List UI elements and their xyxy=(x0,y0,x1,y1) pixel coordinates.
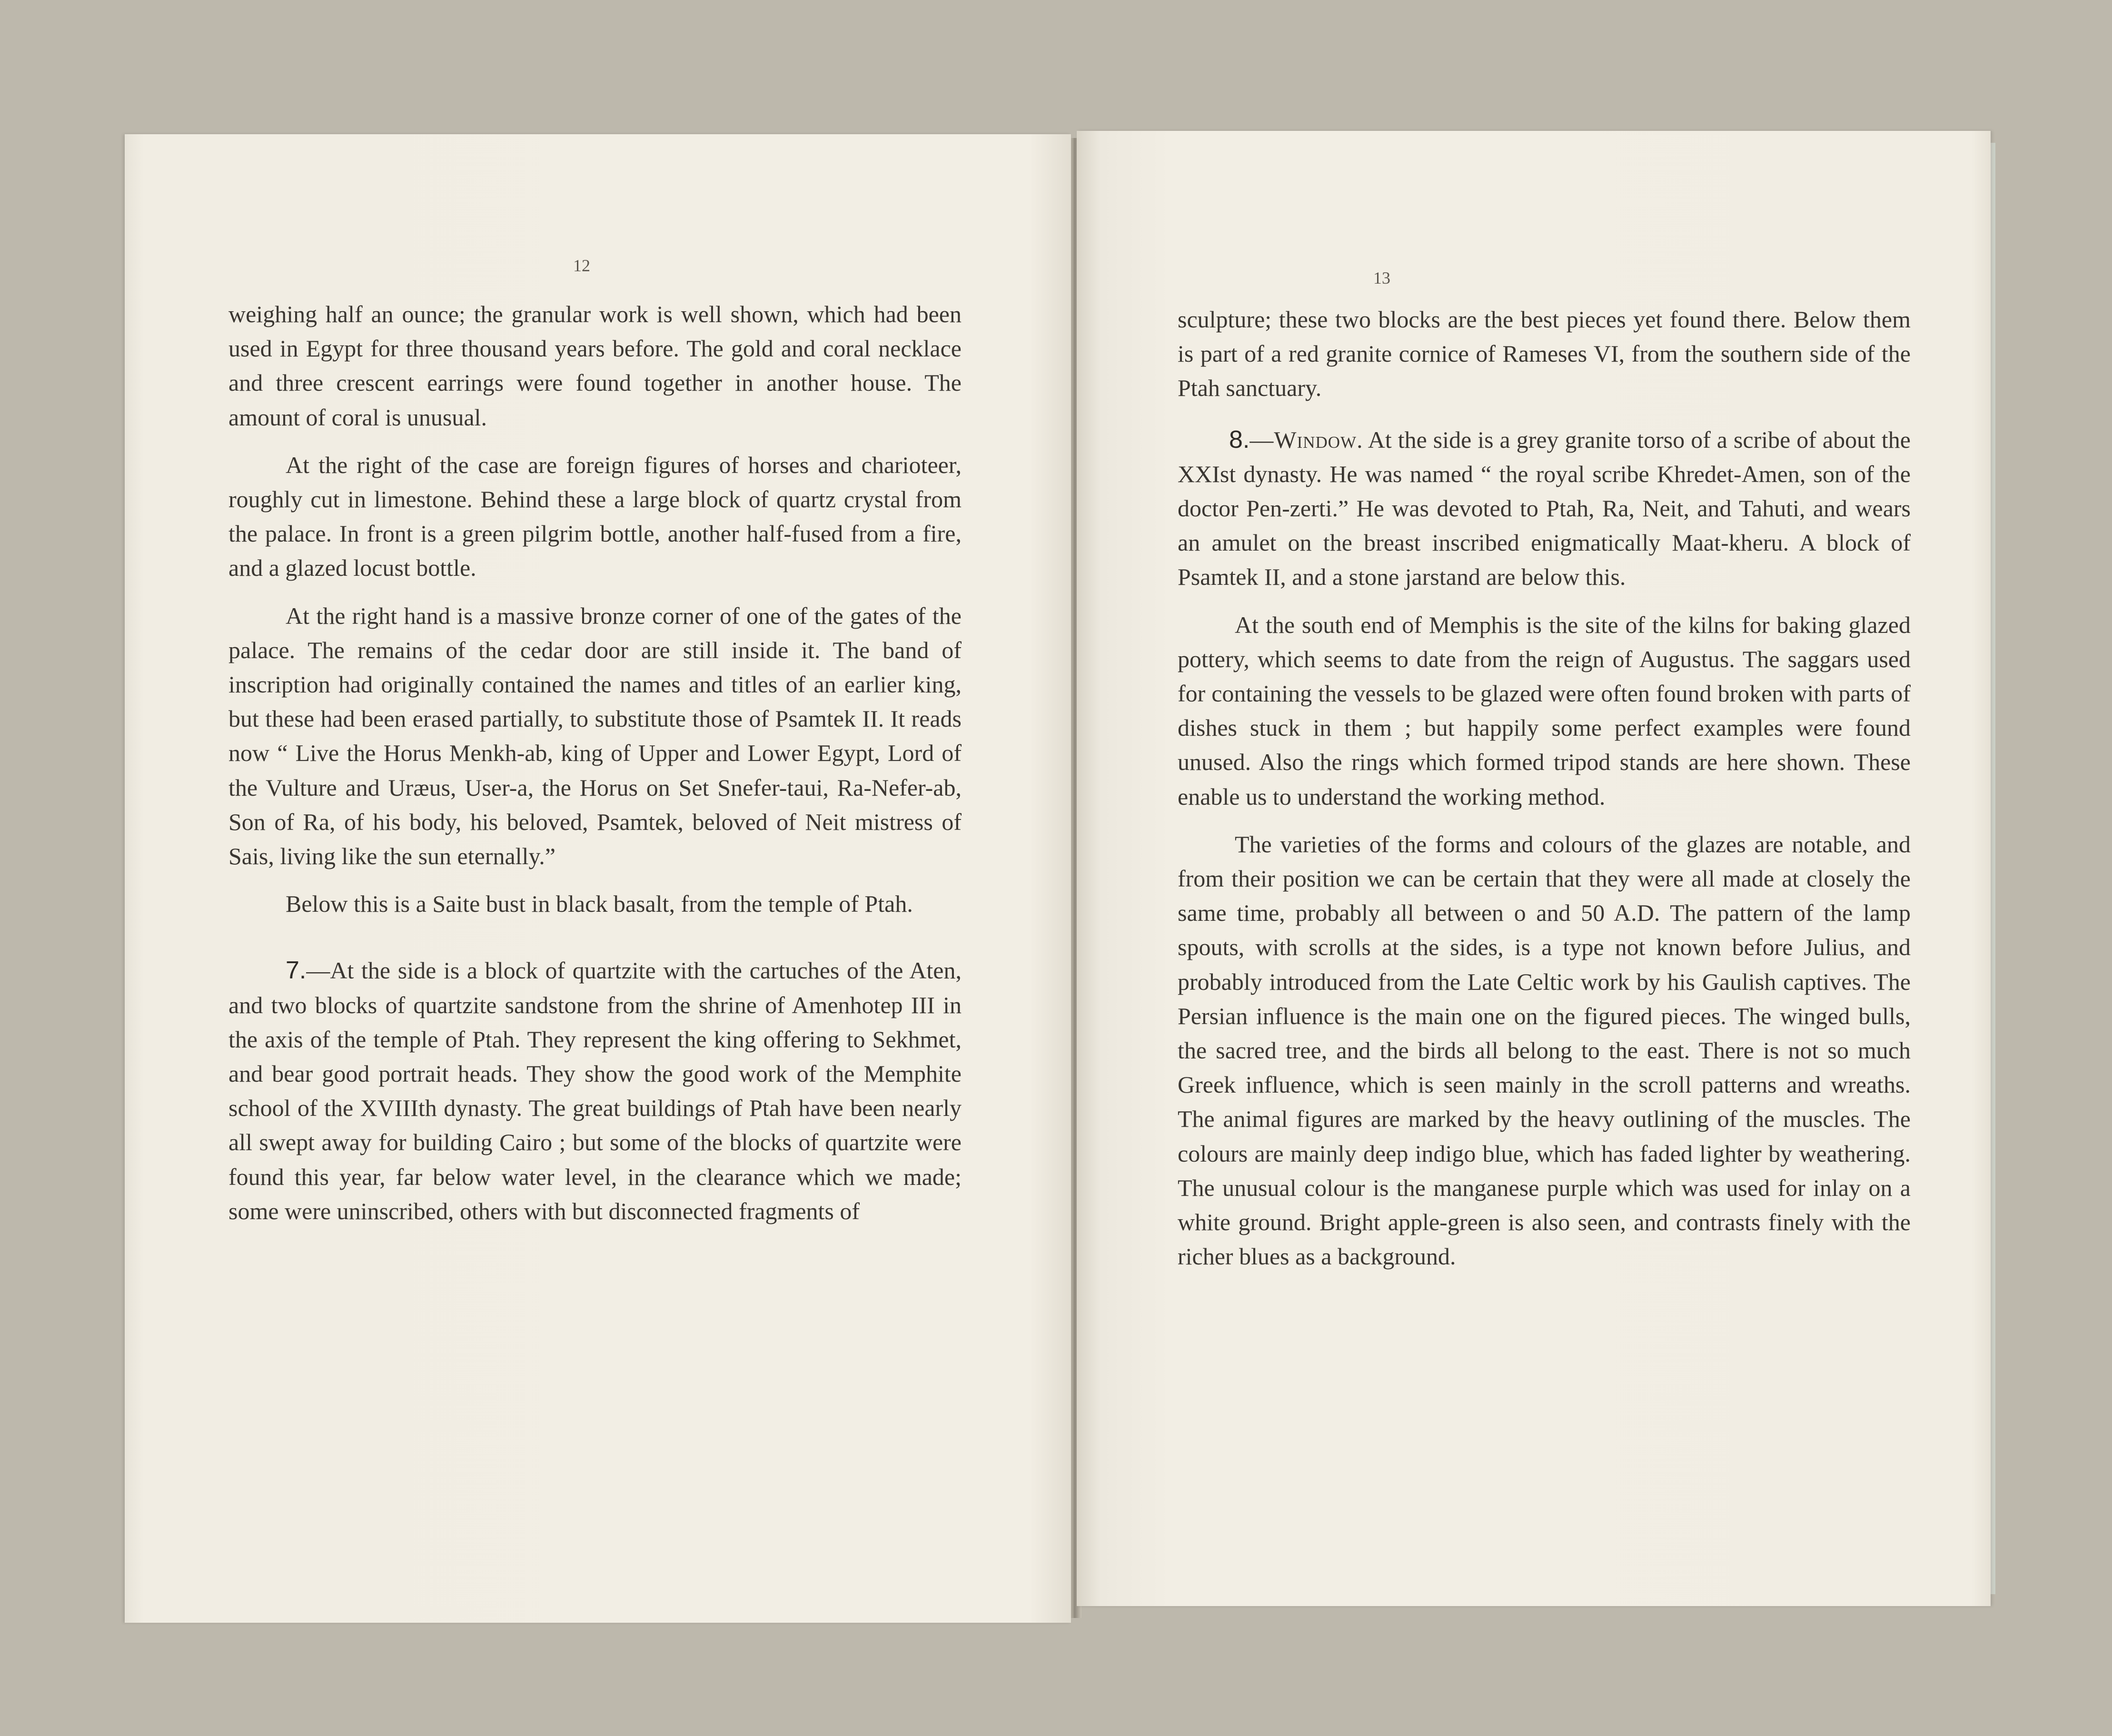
paragraph-bronze-corner: At the right hand is a massive bronze corner of one of the gates of the palace. The remains of the cedar door are still inside it. The band of inscription had originally contained the names and titles of an earlier king, but these had been erased partially, to substitute those of Psamtek II. It reads now “ Live the Horus Menkh-ab, king of Upper and Lower Egypt, Lord of the Vulture and Uræus, User-a, the Horus on Set Snefer-taui, Ra-Nefer-ab, Son of Ra, of his body, his beloved, Psamtek, beloved of Neit mistress of Sais, living like the sun eternally.” xyxy=(228,602,962,870)
section-8 xyxy=(1178,423,1911,594)
section-8-heading: —Window. xyxy=(1249,426,1363,453)
paragraph-glazes: The varieties of the forms and colours of the glazes are notable, and from their position we can be certain that they were all made at closely the same time, probably all between o and 50 A.D. The pattern of the lamp spouts, with scrolls at the sides, is a type not known before Julius, and probably introduced from the Late Celtic work by his Gaulish captives. The Persian influence is the main one on the figured pieces. The winged bulls, the sacred tree, and the birds all belong to the east. There is not so much Greek influence, which is seen mainly in the scroll patterns and wreaths. The animal figures are marked by the heavy outlining of the muscles. The colours are mainly deep indigo blue, which has faded lighter by weathering. The unusual colour is the manganese purple which was used for inlay on a white ground. Bright apple-green is also seen, and contrasts finely with the richer blues as a background. xyxy=(1178,830,1911,1270)
paragraph-kilns: At the south end of Memphis is the site of the kilns for baking glazed pottery, which seems to date from the reign of Augustus. The saggars used for containing the vessels to be glazed were often found broken with parts of dishes stuck in them ; but happily some perfect examples were found unused. Also the rings which formed tripod stands are here shown. These enable us to understand the working method. xyxy=(1178,611,1911,810)
right-page xyxy=(1077,131,1991,1606)
paragraph-weighing: weighing half an ounce; the granular work is well shown, which had been used in Egypt for three thousand years before. The gold and coral necklace and three crescent earrings were found together in another house. The amount of coral is unusual. xyxy=(228,301,962,431)
paragraph-foreign-figures: At the right of the case are foreign figures of horses and charioteer, roughly cut in limestone. Behind these a large block of quartz crystal from the palace. In front is a green pilgrim bottle, another half-fused from a fire, and a glazed locust bottle. xyxy=(228,451,962,582)
section-7 xyxy=(228,953,962,1228)
section-8-number: 8. xyxy=(1229,425,1250,454)
paragraph-saite-bust: Below this is a Saite bust in black basalt, from the temple of Ptah. xyxy=(286,890,913,917)
page-number-right: 13 xyxy=(1373,268,1390,287)
page-number-left: 12 xyxy=(573,256,590,275)
section-7-number: 7. xyxy=(286,957,307,985)
section-8-text: At the side is a grey granite torso of a scribe of about the XXIst dynasty. He was named “ the royal scribe Khredet-Amen, son of the doctor Pen-zerti.” He was devoted to Ptah, Ra, Neit, and Tahuti, and wears an amulet on the breast inscribed enigmatically Maat-kheru. A block of Psamtek II, and a stone jarstand are below this. xyxy=(1178,426,1911,591)
left-page xyxy=(125,134,1071,1623)
left-page-text xyxy=(228,297,962,1228)
paragraph-sculpture: sculpture; these two blocks are the best pieces yet found there. Below them is part of a red granite cornice of Rameses VI, from the southern side of the Ptah sanctuary. xyxy=(1178,306,1911,402)
right-page-text xyxy=(1178,302,1911,1273)
section-7-text: —At the side is a block of quartzite with the cartuches of the Aten, and two blocks of quartzite sandstone from the shrine of Amenhotep III in the axis of the temple of Ptah. They represent the king offering to Sekhmet, and bear good portrait heads. They show the good work of the Memphite school of the XVIIIth dynasty. The great buildings of Ptah have been nearly all swept away for building Cairo ; but some of the blocks of quartzite were found this year, far below water level, in the clearance which we made; some were uninscribed, others with but disconnected fragments of xyxy=(228,957,962,1224)
